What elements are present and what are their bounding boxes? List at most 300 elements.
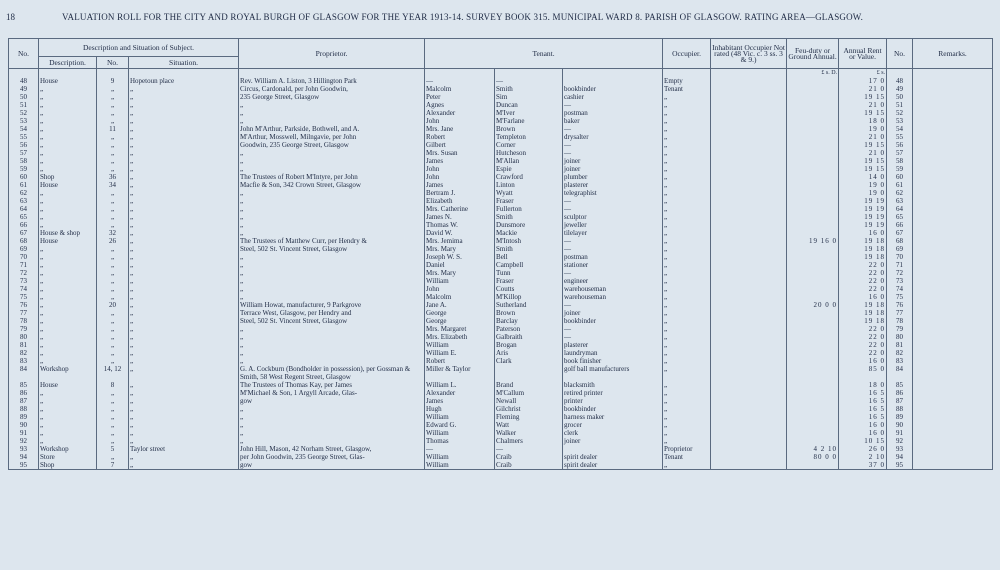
tenant-surname: Craib [495, 453, 563, 461]
tenant-occupation: bookbinder [563, 405, 663, 413]
feu-duty [787, 229, 839, 237]
proprietor: Goodwin, 235 George Street, Glasgow [239, 141, 425, 149]
remarks [913, 173, 993, 181]
tenant-occupation: printer [563, 397, 663, 405]
table-row [9, 389, 993, 397]
tenant-occupation: cashier [563, 93, 663, 101]
street-number: „ [97, 157, 129, 165]
occupier: „ [663, 277, 711, 285]
tenant-forename: William [425, 341, 495, 349]
entry-number-right: 86 [887, 389, 913, 397]
tenant-occupation: retired printer [563, 389, 663, 397]
entry-number-right: 90 [887, 421, 913, 429]
occupier: „ [663, 165, 711, 173]
header-description: Description. [39, 57, 97, 69]
situation: „ [129, 397, 239, 405]
inhabitant-occupier [711, 157, 787, 165]
street-number: „ [97, 93, 129, 101]
header-description-group: Description and Situation of Subject. [39, 39, 239, 57]
street-number: „ [97, 325, 129, 333]
feu-duty [787, 261, 839, 269]
situation: „ [129, 413, 239, 421]
street-number: „ [97, 333, 129, 341]
table-row [9, 245, 993, 253]
annual-rent: 19 18 [839, 253, 887, 261]
description: „ [39, 309, 97, 317]
situation: „ [129, 117, 239, 125]
inhabitant-occupier [711, 437, 787, 445]
entry-number: 64 [9, 205, 39, 213]
tenant-forename: — [425, 445, 495, 453]
tenant-occupation: golf ball manufacturers [563, 365, 663, 381]
annual-rent: 85 0 [839, 365, 887, 381]
remarks [913, 181, 993, 189]
feu-duty [787, 213, 839, 221]
proprietor: „ [239, 357, 425, 365]
description: „ [39, 317, 97, 325]
tenant-surname: M'Intosh [495, 237, 563, 245]
description: „ [39, 197, 97, 205]
tenant-occupation: — [563, 205, 663, 213]
entry-number: 69 [9, 245, 39, 253]
feu-duty [787, 189, 839, 197]
description: „ [39, 93, 97, 101]
description: „ [39, 133, 97, 141]
occupier: „ [663, 293, 711, 301]
inhabitant-occupier [711, 341, 787, 349]
tenant-forename: John [425, 165, 495, 173]
proprietor: G. A. Cockburn (Bondholder in possession), per Gossman & Smith, 58 West Regent Street, Glasgow [239, 365, 425, 381]
situation: „ [129, 85, 239, 93]
annual-rent: 19 18 [839, 309, 887, 317]
occupier: „ [663, 389, 711, 397]
remarks [913, 93, 993, 101]
situation: „ [129, 181, 239, 189]
entry-number-right: 77 [887, 309, 913, 317]
proprietor: Terrace West, Glasgow, per Hendry and [239, 309, 425, 317]
remarks [913, 253, 993, 261]
entry-number: 94 [9, 453, 39, 461]
feu-duty [787, 293, 839, 301]
street-number: „ [97, 397, 129, 405]
feu-units: £ s. D. [787, 69, 839, 78]
entry-number: 57 [9, 149, 39, 157]
tenant-occupation: postman [563, 253, 663, 261]
remarks [913, 309, 993, 317]
situation: „ [129, 429, 239, 437]
occupier: „ [663, 173, 711, 181]
annual-rent: 19 15 [839, 157, 887, 165]
tenant-occupation: harness maker [563, 413, 663, 421]
annual-rent: 17 0 [839, 77, 887, 85]
entry-number-right: 48 [887, 77, 913, 85]
street-number: 7 [97, 461, 129, 470]
proprietor: „ [239, 293, 425, 301]
situation: „ [129, 237, 239, 245]
entry-number-right: 58 [887, 157, 913, 165]
occupier: Tenant [663, 85, 711, 93]
street-number: „ [97, 189, 129, 197]
table-row [9, 453, 993, 461]
situation: „ [129, 389, 239, 397]
entry-number: 53 [9, 117, 39, 125]
header-tenant: Tenant. [425, 39, 663, 69]
tenant-surname: Smith [495, 245, 563, 253]
entry-number-right: 93 [887, 445, 913, 453]
table-row [9, 333, 993, 341]
feu-duty [787, 397, 839, 405]
table-row [9, 405, 993, 413]
occupier: „ [663, 397, 711, 405]
proprietor: The Trustees of Robert M'Intyre, per John [239, 173, 425, 181]
inhabitant-occupier [711, 85, 787, 93]
tenant-occupation: blacksmith [563, 381, 663, 389]
description: „ [39, 189, 97, 197]
situation: „ [129, 189, 239, 197]
proprietor: „ [239, 101, 425, 109]
description: „ [39, 109, 97, 117]
entry-number-right: 92 [887, 437, 913, 445]
entry-number-right: 94 [887, 453, 913, 461]
annual-rent: 22 0 [839, 349, 887, 357]
tenant-forename: William E. [425, 349, 495, 357]
tenant-surname [495, 365, 563, 381]
situation: „ [129, 125, 239, 133]
remarks [913, 301, 993, 309]
tenant-forename: James [425, 181, 495, 189]
tenant-occupation: — [563, 101, 663, 109]
feu-duty [787, 77, 839, 85]
remarks [913, 189, 993, 197]
proprietor: „ [239, 117, 425, 125]
annual-rent: 21 0 [839, 85, 887, 93]
street-number: „ [97, 269, 129, 277]
tenant-forename: William [425, 461, 495, 470]
inhabitant-occupier [711, 461, 787, 470]
tenant-forename: William L. [425, 381, 495, 389]
description: „ [39, 157, 97, 165]
situation: „ [129, 197, 239, 205]
tenant-forename: William [425, 277, 495, 285]
entry-number: 92 [9, 437, 39, 445]
header-no: No. [9, 39, 39, 69]
proprietor: „ [239, 405, 425, 413]
entry-number-right: 95 [887, 461, 913, 470]
occupier: „ [663, 237, 711, 245]
tenant-forename: Bertram J. [425, 189, 495, 197]
street-number: „ [97, 165, 129, 173]
tenant-forename: Malcolm [425, 85, 495, 93]
feu-duty [787, 333, 839, 341]
header-occupier: Occupier. [663, 39, 711, 69]
proprietor: „ [239, 349, 425, 357]
annual-rent: 22 0 [839, 285, 887, 293]
situation: „ [129, 293, 239, 301]
table-row [9, 85, 993, 93]
header-no-right: No. [887, 39, 913, 69]
inhabitant-occupier [711, 301, 787, 309]
tenant-occupation: — [563, 141, 663, 149]
remarks [913, 125, 993, 133]
tenant-surname: Sim [495, 93, 563, 101]
situation: „ [129, 141, 239, 149]
annual-rent: 19 19 [839, 205, 887, 213]
running-head-text: VALUATION ROLL FOR THE CITY AND ROYAL BURGH OF GLASGOW FOR THE YEAR 1913-14. SURVEY BOOK 315. MUNICIPAL WARD 8. PARISH OF GLASGOW. RATING AREA—GLASGOW. [62, 12, 864, 22]
remarks [913, 333, 993, 341]
entry-number: 88 [9, 405, 39, 413]
feu-duty [787, 117, 839, 125]
inhabitant-occupier [711, 245, 787, 253]
tenant-occupation: plasterer [563, 341, 663, 349]
street-number: „ [97, 437, 129, 445]
tenant-forename: James [425, 397, 495, 405]
description: „ [39, 253, 97, 261]
tenant-occupation [563, 445, 663, 453]
inhabitant-occupier [711, 349, 787, 357]
occupier: Empty [663, 77, 711, 85]
tenant-occupation: joiner [563, 157, 663, 165]
situation: „ [129, 277, 239, 285]
entry-number-right: 69 [887, 245, 913, 253]
inhabitant-occupier [711, 421, 787, 429]
inhabitant-occupier [711, 141, 787, 149]
description: House [39, 381, 97, 389]
proprietor: „ [239, 429, 425, 437]
description: „ [39, 165, 97, 173]
annual-rent: 10 15 [839, 437, 887, 445]
tenant-forename: Jane A. [425, 301, 495, 309]
situation: „ [129, 357, 239, 365]
street-number: „ [97, 109, 129, 117]
annual-rent: 16 5 [839, 405, 887, 413]
feu-duty: 80 0 0 [787, 453, 839, 461]
street-number: „ [97, 197, 129, 205]
proprietor: John Hill, Mason, 42 Norham Street, Glasgow, [239, 445, 425, 453]
inhabitant-occupier [711, 413, 787, 421]
entry-number: 86 [9, 389, 39, 397]
table-row [9, 197, 993, 205]
entry-number: 71 [9, 261, 39, 269]
inhabitant-occupier [711, 277, 787, 285]
valuation-table [8, 38, 993, 470]
feu-duty [787, 245, 839, 253]
description: „ [39, 357, 97, 365]
occupier: „ [663, 429, 711, 437]
inhabitant-occupier [711, 229, 787, 237]
tenant-surname: Clark [495, 357, 563, 365]
proprietor: „ [239, 277, 425, 285]
tenant-surname: Brand [495, 381, 563, 389]
feu-duty [787, 421, 839, 429]
tenant-forename: Mrs. Mary [425, 269, 495, 277]
inhabitant-occupier [711, 173, 787, 181]
situation: „ [129, 221, 239, 229]
entry-number: 80 [9, 333, 39, 341]
occupier: „ [663, 141, 711, 149]
tenant-forename: Peter [425, 93, 495, 101]
tenant-occupation: book finisher [563, 357, 663, 365]
inhabitant-occupier [711, 205, 787, 213]
units-row [9, 69, 993, 78]
entry-number: 63 [9, 197, 39, 205]
tenant-surname: Brown [495, 125, 563, 133]
tenant-surname: Galbraith [495, 333, 563, 341]
table-row [9, 421, 993, 429]
table-row [9, 149, 993, 157]
remarks [913, 277, 993, 285]
situation: „ [129, 261, 239, 269]
inhabitant-occupier [711, 365, 787, 381]
tenant-occupation: bookbinder [563, 85, 663, 93]
feu-duty [787, 205, 839, 213]
occupier: „ [663, 437, 711, 445]
feu-duty [787, 309, 839, 317]
tenant-surname: M'Iver [495, 109, 563, 117]
inhabitant-occupier [711, 93, 787, 101]
feu-duty [787, 341, 839, 349]
tenant-surname: Smith [495, 85, 563, 93]
annual-rent: 16 0 [839, 229, 887, 237]
page-number: 18 [6, 12, 15, 22]
inhabitant-occupier [711, 357, 787, 365]
proprietor: Steel, 502 St. Vincent Street, Glasgow [239, 245, 425, 253]
tenant-forename: Hugh [425, 405, 495, 413]
table-row [9, 437, 993, 445]
description: „ [39, 389, 97, 397]
tenant-occupation: spirit dealer [563, 453, 663, 461]
tenant-occupation: laundryman [563, 349, 663, 357]
inhabitant-occupier [711, 101, 787, 109]
tenant-occupation: engineer [563, 277, 663, 285]
table-row [9, 269, 993, 277]
tenant-forename: Alexander [425, 389, 495, 397]
entry-number: 77 [9, 309, 39, 317]
remarks [913, 405, 993, 413]
tenant-surname: Espie [495, 165, 563, 173]
proprietor: Macfie & Son, 342 Crown Street, Glasgow [239, 181, 425, 189]
tenant-surname: Fraser [495, 277, 563, 285]
entry-number-right: 70 [887, 253, 913, 261]
tenant-surname: — [495, 445, 563, 453]
feu-duty: 20 0 0 [787, 301, 839, 309]
description: „ [39, 301, 97, 309]
table-row [9, 237, 993, 245]
proprietor: „ [239, 261, 425, 269]
remarks [913, 269, 993, 277]
tenant-forename: Joseph W. S. [425, 253, 495, 261]
street-number: „ [97, 421, 129, 429]
table-row [9, 429, 993, 437]
proprietor: „ [239, 197, 425, 205]
tenant-occupation: warehouseman [563, 285, 663, 293]
situation: „ [129, 365, 239, 381]
tenant-surname: Hutcheson [495, 149, 563, 157]
situation: „ [129, 325, 239, 333]
remarks [913, 109, 993, 117]
tenant-forename: Mrs. Susan [425, 149, 495, 157]
remarks [913, 229, 993, 237]
tenant-occupation: plumber [563, 173, 663, 181]
occupier: „ [663, 301, 711, 309]
inhabitant-occupier [711, 149, 787, 157]
inhabitant-occupier [711, 181, 787, 189]
occupier: „ [663, 149, 711, 157]
entry-number: 55 [9, 133, 39, 141]
inhabitant-occupier [711, 397, 787, 405]
entry-number-right: 80 [887, 333, 913, 341]
feu-duty: 4 2 10 [787, 445, 839, 453]
tenant-surname: M'Killop [495, 293, 563, 301]
header-situation: Situation. [129, 57, 239, 69]
description: „ [39, 117, 97, 125]
street-number: „ [97, 405, 129, 413]
remarks [913, 285, 993, 293]
inhabitant-occupier [711, 405, 787, 413]
occupier: „ [663, 245, 711, 253]
tenant-occupation: stationer [563, 261, 663, 269]
tenant-surname: M'Callum [495, 389, 563, 397]
tenant-surname: Dunsmore [495, 221, 563, 229]
remarks [913, 77, 993, 85]
inhabitant-occupier [711, 133, 787, 141]
tenant-occupation: drysalter [563, 133, 663, 141]
proprietor: Rev. William A. Liston, 3 Hillington Park [239, 77, 425, 85]
annual-rent: 16 5 [839, 413, 887, 421]
table-body [9, 69, 993, 470]
table-row [9, 365, 993, 381]
entry-number-right: 87 [887, 397, 913, 405]
annual-rent: 19 15 [839, 165, 887, 173]
tenant-forename: John [425, 117, 495, 125]
inhabitant-occupier [711, 269, 787, 277]
description: „ [39, 141, 97, 149]
table-row [9, 413, 993, 421]
entry-number: 95 [9, 461, 39, 470]
entry-number-right: 66 [887, 221, 913, 229]
tenant-surname: Campbell [495, 261, 563, 269]
street-number: 26 [97, 237, 129, 245]
street-number: „ [97, 349, 129, 357]
entry-number-right: 50 [887, 93, 913, 101]
table-row [9, 157, 993, 165]
entry-number: 74 [9, 285, 39, 293]
description: „ [39, 285, 97, 293]
description: „ [39, 325, 97, 333]
entry-number: 75 [9, 293, 39, 301]
occupier: „ [663, 261, 711, 269]
feu-duty [787, 253, 839, 261]
tenant-surname: Walker [495, 429, 563, 437]
entry-number: 89 [9, 413, 39, 421]
entry-number: 85 [9, 381, 39, 389]
tenant-surname: Brown [495, 309, 563, 317]
entry-number-right: 89 [887, 413, 913, 421]
remarks [913, 213, 993, 221]
occupier: „ [663, 229, 711, 237]
entry-number: 81 [9, 341, 39, 349]
proprietor: „ [239, 421, 425, 429]
remarks [913, 453, 993, 461]
situation: „ [129, 245, 239, 253]
feu-duty: 19 16 0 [787, 237, 839, 245]
remarks [913, 261, 993, 269]
tenant-surname: Fullerton [495, 205, 563, 213]
entry-number-right: 75 [887, 293, 913, 301]
tenant-forename: Robert [425, 133, 495, 141]
tenant-occupation: joiner [563, 309, 663, 317]
tenant-forename: Mrs. Mary [425, 245, 495, 253]
inhabitant-occupier [711, 381, 787, 389]
